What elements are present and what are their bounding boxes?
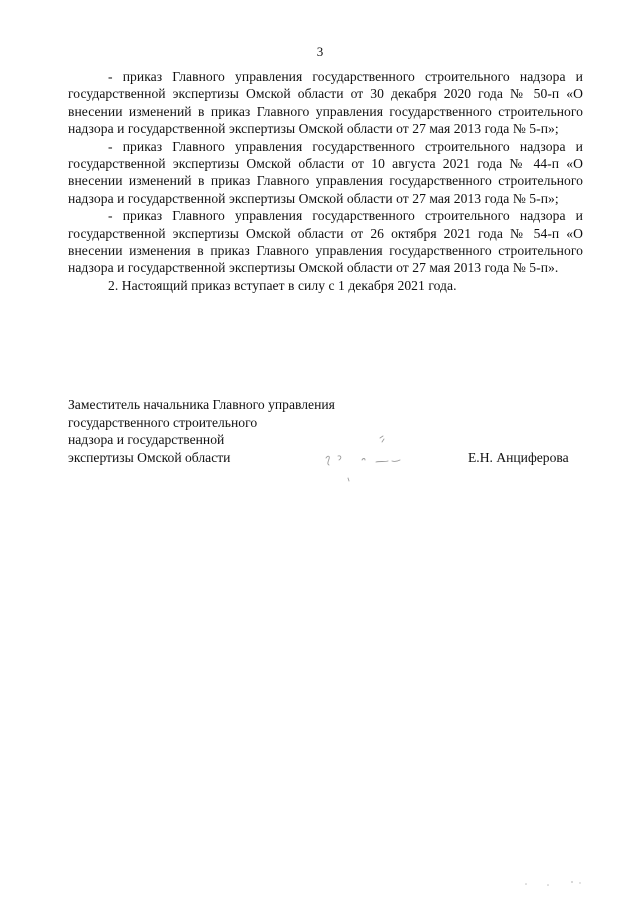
signer-name: Е.Н. Анциферова [468,449,569,465]
paragraph-order-50p: - приказ Главного управления государственного строительного надзора и государственной экспертизы Омской области от 30 декабря 2020 года № 50-п «О внесении изменений в приказ Главного управления государственного строительного надзора и государственной экспертизы Омской области от 27 мая 2013 года № 5-п»; [68,69,583,137]
scan-artifact-icon [520,870,590,890]
paragraph-order-44p: - приказ Главного управления государственного строительного надзора и государственной экспертизы Омской области от 10 августа 2021 года № 44-п «О внесении изменений в приказ Главного управления государственного строительного надзора и государственной экспертизы Омской области от 27 мая 2013 года № 5-п»; [68,138,583,206]
signature-block [68,396,588,466]
handwritten-signature-icon [318,432,428,488]
signer-position-line: государственного строительного [68,414,258,430]
document-body [68,68,583,294]
paragraph-effective-date: 2. Настоящий приказ вступает в силу с 1 декабря 2021 года. [108,277,457,293]
page-number: 3 [316,44,324,59]
signer-position-line: экспертизы Омской области [68,449,231,465]
signer-position-line: Заместитель начальника Главного управления [68,397,335,412]
paragraph-order-54p: - приказ Главного управления государственного строительного надзора и государственной экспертизы Омской области от 26 октября 2021 года № 54-п «О внесении изменения в приказ Главного управления государственного строительного надзора и государственной экспертизы Омской области от 27 мая 2013 года № 5-п». [68,208,583,276]
signer-position-line: надзора и государственной [68,432,225,448]
